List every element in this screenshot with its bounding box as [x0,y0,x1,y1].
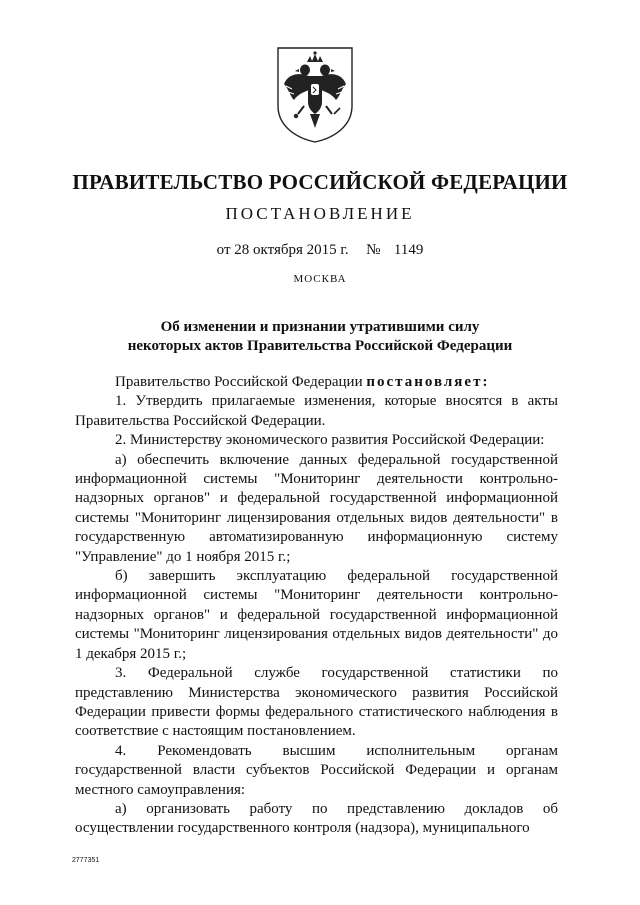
paragraph-2b: б) завершить эксплуатацию федеральной государственной информационной системы "Мониторинг деятельности контрольно-надзорных органов" и федеральной государственной информационной системы "Мониторинг лицензирования отдельных видов деятельности" до 1 декабря 2015 г.; [75,568,558,662]
paragraph-2a: а) обеспечить включение данных федеральной государственной информационной системы "Мониторинг деятельности контрольно-надзорных органов" и федеральной государственной информационной системы "Мониторинг лицензирования отдельных видов деятельности" в государственную автоматизированную информационную систему "Управление" до 1 ноября 2015 г.; [75,451,558,565]
paragraph-4a: а) организовать работу по представлению докладов об осуществлении государственного контроля (надзора), муниципального [75,800,558,837]
document-date: от 28 октября 2015 г. [216,242,349,258]
intro-text: Правительство Российской Федерации [115,374,367,390]
resolves-word: постановляет: [366,374,490,390]
footer-code: 2777351 [72,857,100,864]
coat-of-arms-icon [274,44,356,144]
document-type: ПОСТАНОВЛЕНИЕ [225,204,415,223]
number-sign: № [366,242,381,258]
document-title [80,318,560,356]
document-body [75,373,558,839]
organization-name: ПРАВИТЕЛЬСТВО РОССИЙСКОЙ ФЕДЕРАЦИИ [72,170,568,194]
title-line-1: Об изменении и признании утратившими силу [160,319,480,335]
paragraph-4: 4. Рекомендовать высшим исполнительным органам государственной власти субъектов Российской Федерации и органам местного самоуправления: [75,742,558,798]
intro-paragraph [75,373,558,392]
document-number: 1149 [393,242,424,258]
paragraph-3: 3. Федеральной службе государственной статистики по представлению Министерства экономического развития Российской Федерации привести формы федерального статистического наблюдения в соответствие с настоящим постановлением. [75,665,558,740]
city: МОСКВА [293,273,347,285]
paragraph-1: 1. Утвердить прилагаемые изменения, которые вносятся в акты Правительства Российской Федерации. [75,393,558,429]
paragraph-2: 2. Министерству экономического развития Российской Федерации: [115,432,545,449]
date-number-line [0,242,640,259]
title-line-2: некоторых актов Правительства Российской Федерации [127,338,513,354]
